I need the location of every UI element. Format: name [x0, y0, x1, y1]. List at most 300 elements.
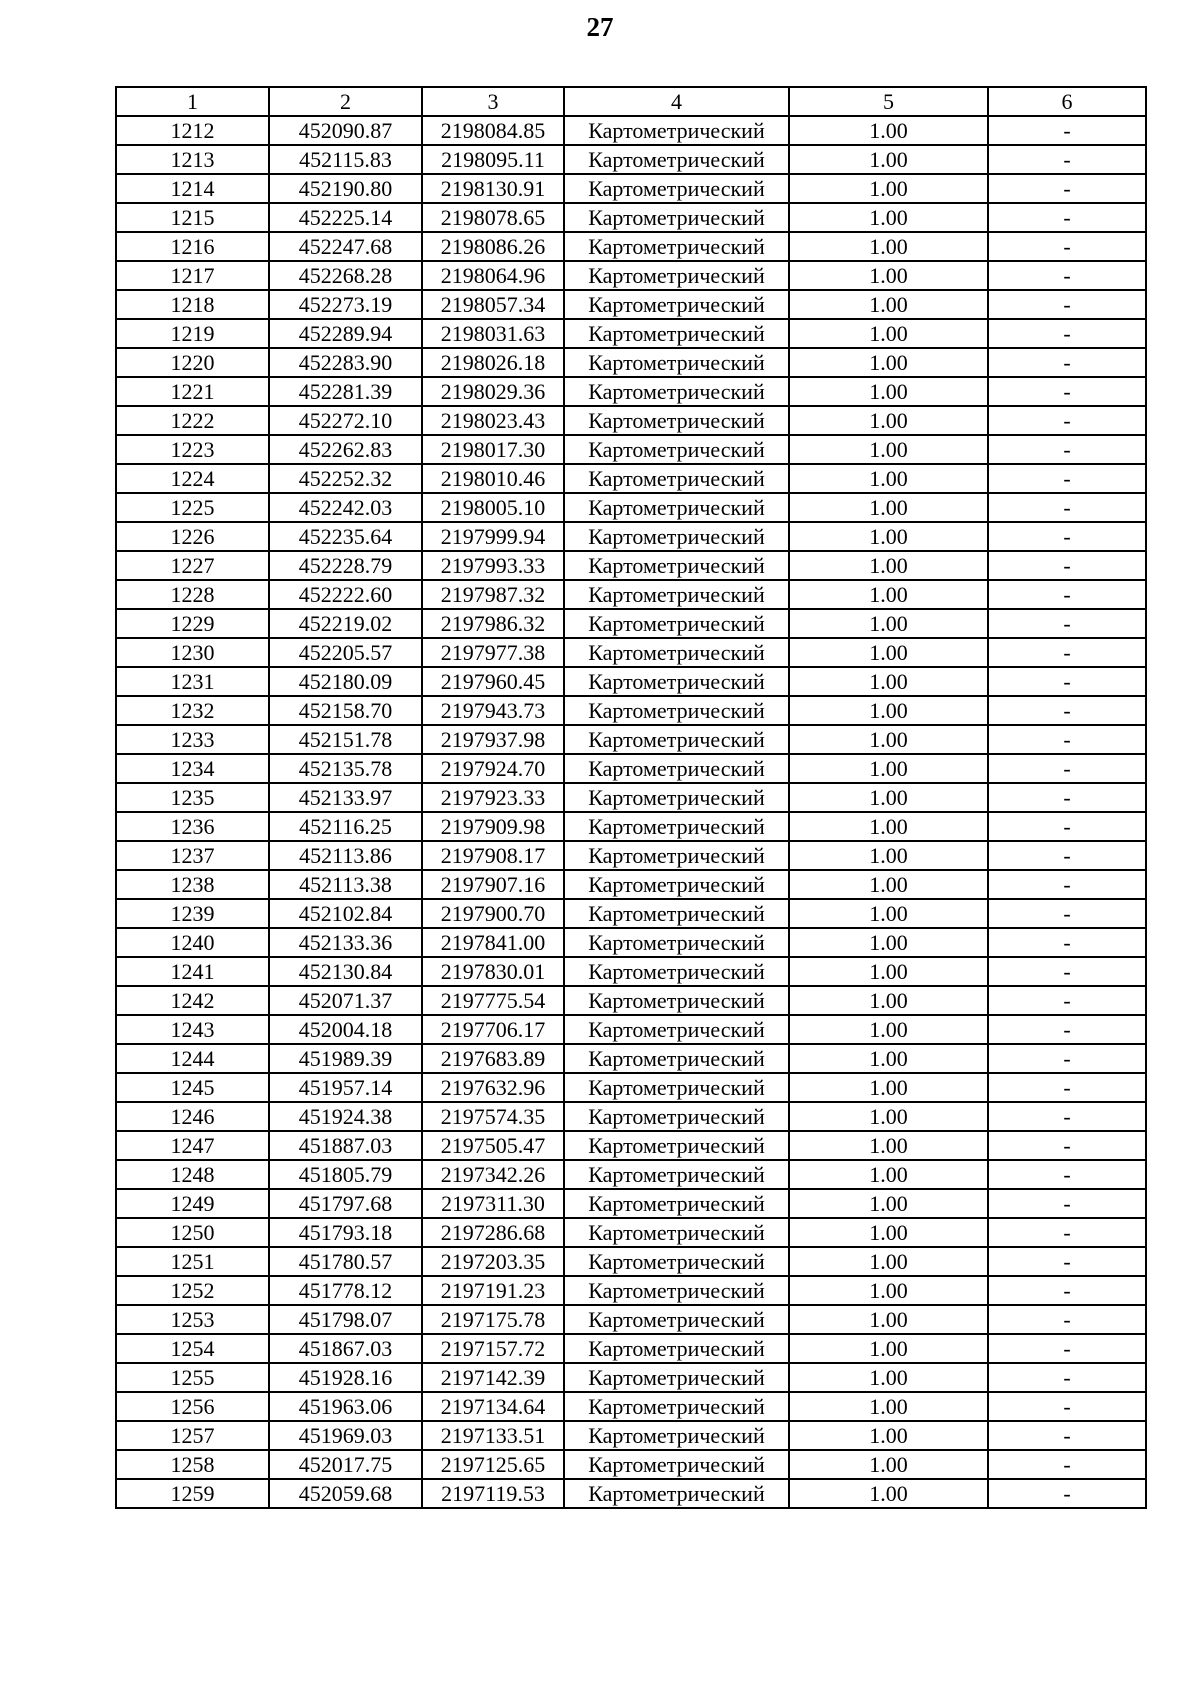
x-coordinate-cell: 452133.97: [269, 783, 422, 812]
point-number-cell: 1250: [116, 1218, 269, 1247]
note-cell: -: [988, 145, 1146, 174]
x-coordinate-cell: 452113.38: [269, 870, 422, 899]
y-coordinate-cell: 2197977.38: [422, 638, 564, 667]
method-cell: Картометрический: [564, 145, 789, 174]
method-cell: Картометрический: [564, 638, 789, 667]
accuracy-cell: 1.00: [789, 1247, 988, 1276]
y-coordinate-cell: 2197986.32: [422, 609, 564, 638]
point-number-cell: 1229: [116, 609, 269, 638]
accuracy-cell: 1.00: [789, 290, 988, 319]
accuracy-cell: 1.00: [789, 377, 988, 406]
method-cell: Картометрический: [564, 986, 789, 1015]
x-coordinate-cell: 451969.03: [269, 1421, 422, 1450]
point-number-cell: 1254: [116, 1334, 269, 1363]
note-cell: -: [988, 1276, 1146, 1305]
method-cell: Картометрический: [564, 1363, 789, 1392]
point-number-cell: 1243: [116, 1015, 269, 1044]
accuracy-cell: 1.00: [789, 348, 988, 377]
note-cell: -: [988, 522, 1146, 551]
method-cell: Картометрический: [564, 1102, 789, 1131]
table-row: [116, 754, 1146, 783]
method-cell: Картометрический: [564, 348, 789, 377]
column-header-6: 6: [988, 87, 1146, 116]
note-cell: -: [988, 667, 1146, 696]
table-row: [116, 1276, 1146, 1305]
point-number-cell: 1247: [116, 1131, 269, 1160]
point-number-cell: 1232: [116, 696, 269, 725]
accuracy-cell: 1.00: [789, 261, 988, 290]
accuracy-cell: 1.00: [789, 580, 988, 609]
accuracy-cell: 1.00: [789, 899, 988, 928]
accuracy-cell: 1.00: [789, 1421, 988, 1450]
method-cell: Картометрический: [564, 812, 789, 841]
note-cell: -: [988, 1450, 1146, 1479]
y-coordinate-cell: 2197999.94: [422, 522, 564, 551]
note-cell: -: [988, 957, 1146, 986]
y-coordinate-cell: 2197924.70: [422, 754, 564, 783]
table-row: [116, 1073, 1146, 1102]
note-cell: -: [988, 551, 1146, 580]
note-cell: -: [988, 638, 1146, 667]
table-row: [116, 1392, 1146, 1421]
method-cell: Картометрический: [564, 232, 789, 261]
note-cell: -: [988, 696, 1146, 725]
method-cell: Картометрический: [564, 580, 789, 609]
table-row: [116, 1160, 1146, 1189]
table-row: [116, 464, 1146, 493]
table-row: [116, 1450, 1146, 1479]
y-coordinate-cell: 2197191.23: [422, 1276, 564, 1305]
method-cell: Картометрический: [564, 1392, 789, 1421]
accuracy-cell: 1.00: [789, 1015, 988, 1044]
x-coordinate-cell: 452273.19: [269, 290, 422, 319]
table-row: [116, 319, 1146, 348]
point-number-cell: 1248: [116, 1160, 269, 1189]
note-cell: -: [988, 812, 1146, 841]
table-row: [116, 522, 1146, 551]
accuracy-cell: 1.00: [789, 464, 988, 493]
method-cell: Картометрический: [564, 841, 789, 870]
note-cell: -: [988, 1015, 1146, 1044]
table-row: [116, 493, 1146, 522]
point-number-cell: 1255: [116, 1363, 269, 1392]
point-number-cell: 1257: [116, 1421, 269, 1450]
x-coordinate-cell: 452090.87: [269, 116, 422, 145]
accuracy-cell: 1.00: [789, 551, 988, 580]
accuracy-cell: 1.00: [789, 1102, 988, 1131]
y-coordinate-cell: 2198031.63: [422, 319, 564, 348]
method-cell: Картометрический: [564, 203, 789, 232]
accuracy-cell: 1.00: [789, 1334, 988, 1363]
method-cell: Картометрический: [564, 1334, 789, 1363]
note-cell: -: [988, 841, 1146, 870]
y-coordinate-cell: 2197775.54: [422, 986, 564, 1015]
table-row: [116, 667, 1146, 696]
table-row: [116, 116, 1146, 145]
y-coordinate-cell: 2198057.34: [422, 290, 564, 319]
column-header-3: 3: [422, 87, 564, 116]
point-number-cell: 1218: [116, 290, 269, 319]
point-number-cell: 1237: [116, 841, 269, 870]
method-cell: Картометрический: [564, 1247, 789, 1276]
point-number-cell: 1225: [116, 493, 269, 522]
note-cell: -: [988, 232, 1146, 261]
column-header-2: 2: [269, 87, 422, 116]
table-row: [116, 290, 1146, 319]
y-coordinate-cell: 2198017.30: [422, 435, 564, 464]
point-number-cell: 1216: [116, 232, 269, 261]
table-row: [116, 145, 1146, 174]
y-coordinate-cell: 2198023.43: [422, 406, 564, 435]
point-number-cell: 1256: [116, 1392, 269, 1421]
accuracy-cell: 1.00: [789, 435, 988, 464]
accuracy-cell: 1.00: [789, 754, 988, 783]
method-cell: Картометрический: [564, 290, 789, 319]
y-coordinate-cell: 2197706.17: [422, 1015, 564, 1044]
accuracy-cell: 1.00: [789, 1131, 988, 1160]
point-number-cell: 1235: [116, 783, 269, 812]
x-coordinate-cell: 451798.07: [269, 1305, 422, 1334]
note-cell: -: [988, 1160, 1146, 1189]
accuracy-cell: 1.00: [789, 232, 988, 261]
x-coordinate-cell: 452283.90: [269, 348, 422, 377]
table-row: [116, 638, 1146, 667]
note-cell: -: [988, 1131, 1146, 1160]
x-coordinate-cell: 451963.06: [269, 1392, 422, 1421]
method-cell: Картометрический: [564, 1044, 789, 1073]
table-row: [116, 1334, 1146, 1363]
note-cell: -: [988, 1102, 1146, 1131]
y-coordinate-cell: 2197125.65: [422, 1450, 564, 1479]
table-row: [116, 725, 1146, 754]
table-row: [116, 1015, 1146, 1044]
note-cell: -: [988, 435, 1146, 464]
y-coordinate-cell: 2197342.26: [422, 1160, 564, 1189]
point-number-cell: 1220: [116, 348, 269, 377]
page-number: 27: [586, 12, 614, 42]
y-coordinate-cell: 2197907.16: [422, 870, 564, 899]
accuracy-cell: 1.00: [789, 1479, 988, 1508]
point-number-cell: 1222: [116, 406, 269, 435]
accuracy-cell: 1.00: [789, 203, 988, 232]
note-cell: -: [988, 899, 1146, 928]
coordinates-table: [115, 86, 1147, 1509]
accuracy-cell: 1.00: [789, 1073, 988, 1102]
note-cell: -: [988, 1218, 1146, 1247]
note-cell: -: [988, 1334, 1146, 1363]
note-cell: -: [988, 1073, 1146, 1102]
point-number-cell: 1258: [116, 1450, 269, 1479]
note-cell: -: [988, 464, 1146, 493]
y-coordinate-cell: 2197900.70: [422, 899, 564, 928]
method-cell: Картометрический: [564, 696, 789, 725]
x-coordinate-cell: 452247.68: [269, 232, 422, 261]
method-cell: Картометрический: [564, 464, 789, 493]
y-coordinate-cell: 2197119.53: [422, 1479, 564, 1508]
y-coordinate-cell: 2198064.96: [422, 261, 564, 290]
x-coordinate-cell: 452242.03: [269, 493, 422, 522]
table-row: [116, 1102, 1146, 1131]
method-cell: Картометрический: [564, 870, 789, 899]
y-coordinate-cell: 2197683.89: [422, 1044, 564, 1073]
point-number-cell: 1212: [116, 116, 269, 145]
method-cell: Картометрический: [564, 1073, 789, 1102]
point-number-cell: 1223: [116, 435, 269, 464]
x-coordinate-cell: 452252.32: [269, 464, 422, 493]
x-coordinate-cell: 451867.03: [269, 1334, 422, 1363]
x-coordinate-cell: 451797.68: [269, 1189, 422, 1218]
note-cell: -: [988, 203, 1146, 232]
x-coordinate-cell: 452158.70: [269, 696, 422, 725]
accuracy-cell: 1.00: [789, 1218, 988, 1247]
point-number-cell: 1245: [116, 1073, 269, 1102]
y-coordinate-cell: 2197923.33: [422, 783, 564, 812]
accuracy-cell: 1.00: [789, 986, 988, 1015]
y-coordinate-cell: 2197286.68: [422, 1218, 564, 1247]
x-coordinate-cell: 452228.79: [269, 551, 422, 580]
x-coordinate-cell: 452059.68: [269, 1479, 422, 1508]
note-cell: -: [988, 580, 1146, 609]
method-cell: Картометрический: [564, 1305, 789, 1334]
method-cell: Картометрический: [564, 319, 789, 348]
y-coordinate-cell: 2198010.46: [422, 464, 564, 493]
note-cell: -: [988, 261, 1146, 290]
x-coordinate-cell: 452151.78: [269, 725, 422, 754]
x-coordinate-cell: 452071.37: [269, 986, 422, 1015]
x-coordinate-cell: 451805.79: [269, 1160, 422, 1189]
y-coordinate-cell: 2197505.47: [422, 1131, 564, 1160]
point-number-cell: 1244: [116, 1044, 269, 1073]
note-cell: -: [988, 493, 1146, 522]
accuracy-cell: 1.00: [789, 319, 988, 348]
x-coordinate-cell: 452272.10: [269, 406, 422, 435]
method-cell: Картометрический: [564, 1218, 789, 1247]
table-row: [116, 1305, 1146, 1334]
y-coordinate-cell: 2198086.26: [422, 232, 564, 261]
y-coordinate-cell: 2198078.65: [422, 203, 564, 232]
table-row: [116, 174, 1146, 203]
x-coordinate-cell: 452102.84: [269, 899, 422, 928]
point-number-cell: 1239: [116, 899, 269, 928]
y-coordinate-cell: 2198095.11: [422, 145, 564, 174]
y-coordinate-cell: 2197157.72: [422, 1334, 564, 1363]
point-number-cell: 1233: [116, 725, 269, 754]
x-coordinate-cell: 451780.57: [269, 1247, 422, 1276]
y-coordinate-cell: 2197134.64: [422, 1392, 564, 1421]
x-coordinate-cell: 451887.03: [269, 1131, 422, 1160]
y-coordinate-cell: 2198029.36: [422, 377, 564, 406]
accuracy-cell: 1.00: [789, 1160, 988, 1189]
note-cell: -: [988, 1247, 1146, 1276]
y-coordinate-cell: 2198084.85: [422, 116, 564, 145]
table-row: [116, 841, 1146, 870]
x-coordinate-cell: 452235.64: [269, 522, 422, 551]
method-cell: Картометрический: [564, 1131, 789, 1160]
table-row: [116, 1218, 1146, 1247]
point-number-cell: 1224: [116, 464, 269, 493]
method-cell: Картометрический: [564, 1189, 789, 1218]
table-row: [116, 435, 1146, 464]
accuracy-cell: 1.00: [789, 928, 988, 957]
x-coordinate-cell: 451989.39: [269, 1044, 422, 1073]
column-header-1: 1: [116, 87, 269, 116]
note-cell: -: [988, 377, 1146, 406]
x-coordinate-cell: 451924.38: [269, 1102, 422, 1131]
y-coordinate-cell: 2197841.00: [422, 928, 564, 957]
table-body: [116, 116, 1146, 1508]
method-cell: Картометрический: [564, 783, 789, 812]
accuracy-cell: 1.00: [789, 696, 988, 725]
method-cell: Картометрический: [564, 957, 789, 986]
table-row: [116, 1247, 1146, 1276]
method-cell: Картометрический: [564, 1015, 789, 1044]
table-row: [116, 232, 1146, 261]
accuracy-cell: 1.00: [789, 870, 988, 899]
table-header-row: [116, 87, 1146, 116]
method-cell: Картометрический: [564, 1479, 789, 1508]
x-coordinate-cell: 452262.83: [269, 435, 422, 464]
accuracy-cell: 1.00: [789, 1044, 988, 1073]
method-cell: Картометрический: [564, 406, 789, 435]
note-cell: -: [988, 986, 1146, 1015]
y-coordinate-cell: 2197943.73: [422, 696, 564, 725]
note-cell: -: [988, 928, 1146, 957]
note-cell: -: [988, 870, 1146, 899]
y-coordinate-cell: 2197987.32: [422, 580, 564, 609]
note-cell: -: [988, 319, 1146, 348]
x-coordinate-cell: 452219.02: [269, 609, 422, 638]
point-number-cell: 1217: [116, 261, 269, 290]
y-coordinate-cell: 2197203.35: [422, 1247, 564, 1276]
method-cell: Картометрический: [564, 1450, 789, 1479]
table-row: [116, 986, 1146, 1015]
note-cell: -: [988, 1305, 1146, 1334]
table-row: [116, 928, 1146, 957]
method-cell: Картометрический: [564, 667, 789, 696]
note-cell: -: [988, 783, 1146, 812]
y-coordinate-cell: 2197142.39: [422, 1363, 564, 1392]
method-cell: Картометрический: [564, 1160, 789, 1189]
method-cell: Картометрический: [564, 899, 789, 928]
accuracy-cell: 1.00: [789, 1189, 988, 1218]
point-number-cell: 1242: [116, 986, 269, 1015]
x-coordinate-cell: 451928.16: [269, 1363, 422, 1392]
point-number-cell: 1221: [116, 377, 269, 406]
table-row: [116, 696, 1146, 725]
point-number-cell: 1259: [116, 1479, 269, 1508]
x-coordinate-cell: 451957.14: [269, 1073, 422, 1102]
method-cell: Картометрический: [564, 261, 789, 290]
x-coordinate-cell: 452289.94: [269, 319, 422, 348]
table-row: [116, 812, 1146, 841]
point-number-cell: 1227: [116, 551, 269, 580]
note-cell: -: [988, 725, 1146, 754]
accuracy-cell: 1.00: [789, 783, 988, 812]
accuracy-cell: 1.00: [789, 1363, 988, 1392]
method-cell: Картометрический: [564, 928, 789, 957]
point-number-cell: 1241: [116, 957, 269, 986]
accuracy-cell: 1.00: [789, 493, 988, 522]
y-coordinate-cell: 2197175.78: [422, 1305, 564, 1334]
point-number-cell: 1238: [116, 870, 269, 899]
x-coordinate-cell: 452133.36: [269, 928, 422, 957]
table-row: [116, 1131, 1146, 1160]
x-coordinate-cell: 452135.78: [269, 754, 422, 783]
table-row: [116, 377, 1146, 406]
table-row: [116, 870, 1146, 899]
point-number-cell: 1253: [116, 1305, 269, 1334]
method-cell: Картометрический: [564, 551, 789, 580]
x-coordinate-cell: 452225.14: [269, 203, 422, 232]
y-coordinate-cell: 2197993.33: [422, 551, 564, 580]
accuracy-cell: 1.00: [789, 406, 988, 435]
column-header-4: 4: [564, 87, 789, 116]
table-row: [116, 1421, 1146, 1450]
table-row: [116, 551, 1146, 580]
y-coordinate-cell: 2197937.98: [422, 725, 564, 754]
table-row: [116, 348, 1146, 377]
y-coordinate-cell: 2198005.10: [422, 493, 564, 522]
method-cell: Картометрический: [564, 522, 789, 551]
x-coordinate-cell: 452130.84: [269, 957, 422, 986]
method-cell: Картометрический: [564, 1276, 789, 1305]
note-cell: -: [988, 290, 1146, 319]
x-coordinate-cell: 452115.83: [269, 145, 422, 174]
note-cell: -: [988, 1189, 1146, 1218]
accuracy-cell: 1.00: [789, 522, 988, 551]
table-row: [116, 899, 1146, 928]
accuracy-cell: 1.00: [789, 841, 988, 870]
point-number-cell: 1230: [116, 638, 269, 667]
y-coordinate-cell: 2197133.51: [422, 1421, 564, 1450]
accuracy-cell: 1.00: [789, 725, 988, 754]
x-coordinate-cell: 452116.25: [269, 812, 422, 841]
point-number-cell: 1236: [116, 812, 269, 841]
table-row: [116, 1363, 1146, 1392]
accuracy-cell: 1.00: [789, 667, 988, 696]
y-coordinate-cell: 2197908.17: [422, 841, 564, 870]
note-cell: -: [988, 348, 1146, 377]
accuracy-cell: 1.00: [789, 812, 988, 841]
y-coordinate-cell: 2197574.35: [422, 1102, 564, 1131]
note-cell: -: [988, 406, 1146, 435]
y-coordinate-cell: 2197960.45: [422, 667, 564, 696]
accuracy-cell: 1.00: [789, 1392, 988, 1421]
method-cell: Картометрический: [564, 435, 789, 464]
accuracy-cell: 1.00: [789, 1305, 988, 1334]
x-coordinate-cell: 452190.80: [269, 174, 422, 203]
method-cell: Картометрический: [564, 116, 789, 145]
x-coordinate-cell: 452004.18: [269, 1015, 422, 1044]
x-coordinate-cell: 452017.75: [269, 1450, 422, 1479]
note-cell: -: [988, 1044, 1146, 1073]
table-row: [116, 1189, 1146, 1218]
point-number-cell: 1234: [116, 754, 269, 783]
table-row: [116, 783, 1146, 812]
point-number-cell: 1214: [116, 174, 269, 203]
x-coordinate-cell: 452205.57: [269, 638, 422, 667]
method-cell: Картометрический: [564, 377, 789, 406]
note-cell: -: [988, 116, 1146, 145]
method-cell: Картометрический: [564, 493, 789, 522]
note-cell: -: [988, 754, 1146, 783]
note-cell: -: [988, 609, 1146, 638]
x-coordinate-cell: 452281.39: [269, 377, 422, 406]
table-row: [116, 609, 1146, 638]
point-number-cell: 1226: [116, 522, 269, 551]
x-coordinate-cell: 451778.12: [269, 1276, 422, 1305]
table-row: [116, 203, 1146, 232]
